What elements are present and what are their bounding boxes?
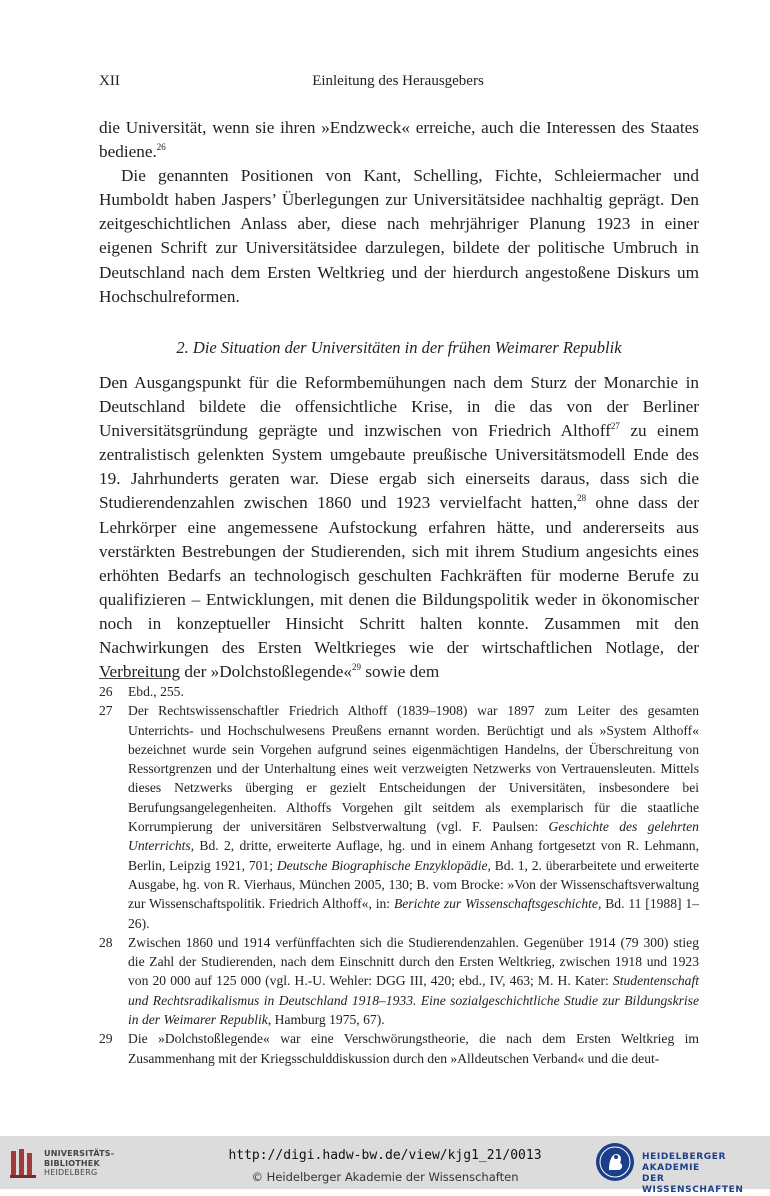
footnotes <box>99 682 699 1068</box>
paragraph-text: sowie dem <box>360 662 440 682</box>
paragraph-2: Die genannten Positionen von Kant, Schelling, Fichte, Schleiermacher und Humboldt haben Jaspers’ Überlegungen zur Universitätsidee nachhaltig geprägt. Den zeitgeschichtlichen Anlass aber, diese nach mehrjähriger Planung 1923 in einer eigenen Schrift zur Universitätsidee darzulegen, bildete der politische Umbruch in Deutschland nach dem Ersten Weltkrieg und der hierdurch angestoßene Diskurs um Hochschulreformen. <box>99 166 699 306</box>
footnote-28 <box>99 933 699 1029</box>
footnote-divider <box>99 678 169 679</box>
paragraph-3 <box>99 371 699 684</box>
footnote-number: 28 <box>99 934 113 950</box>
footnote-text: , Hamburg 1975, 67). <box>267 1012 385 1028</box>
running-title: Einleitung des Herausgebers <box>312 73 484 89</box>
library-logo-line: BIBLIOTHEK <box>44 1158 100 1168</box>
footnote-ref-27[interactable]: 27 <box>610 421 620 432</box>
footnote-ref-26[interactable]: 26 <box>156 142 166 153</box>
footnote-text: Ebd., 255. <box>128 684 184 699</box>
footnote-29 <box>99 1029 699 1068</box>
citation-title: Deutsche Biographische Enzyklopädie <box>276 857 488 873</box>
paragraph-1 <box>99 116 699 164</box>
permalink-url[interactable]: http://digi.hadw-bw.de/view/kjg1_21/0013 <box>228 1148 542 1163</box>
paragraph-text: zu einem zentralistisch gelenkten System umgebaute preußische Universitätsmodell Ende des 19. Jahrhunderts geraten war. Diese ergab sich einerseits daraus, dass sich die Studierendenzahlen zwischen 1860 und 1923 vervielfacht hatten, <box>99 421 700 513</box>
footnote-ref-29[interactable]: 29 <box>351 662 361 673</box>
section-heading: 2. Die Situation der Universitäten in der frühen Weimarer Republik <box>176 338 622 357</box>
footnote-number: 26 <box>99 684 113 699</box>
footnote-27 <box>99 701 699 933</box>
citation-title: Geschichte des gelehrten Unterrichts <box>128 819 699 854</box>
footnote-text: Die »Dolchstoßlegende« war eine Verschwörungstheorie, die nach dem Ersten Weltkrieg im Zusammenhang mit der Kriegsschulddiskussion durch den »Alldeutschen Verband« und die deut- <box>128 1031 699 1066</box>
footnote-text: Bd. 11 [1988] 1–26). <box>128 896 700 931</box>
copyright-notice: © Heidelberger Akademie der Wissenschaften <box>251 1170 519 1184</box>
footnote-text: , Bd. 1, 2. überarbeitete und erweiterte Ausgabe, hg. von R. Vierhaus, München 2005, 130; B. vom Brocke: »Von der Wissenschaftsverwaltung zur Wissenschaftspolitik. Friedrich Althoff«, in: <box>128 857 699 912</box>
footnote-text: , Bd. 2, dritte, erweiterte Auflage, hg. und in einem Anhang fortgesetzt von R. Lehmann, Berlin, Leipzig 1921, 701; <box>128 838 699 873</box>
academy-logo-line: DER WISSENSCHAFTEN <box>642 1174 744 1195</box>
intro-text <box>99 116 699 309</box>
academy-logo-line: HEIDELBERGER AKADEMIE <box>642 1152 726 1173</box>
library-logo-line: UNIVERSITÄTS- <box>44 1149 115 1158</box>
footnote-number: 29 <box>99 1031 113 1047</box>
library-logo-line: HEIDELBERG <box>44 1168 98 1177</box>
page-number: XII <box>99 73 120 89</box>
paragraph-text: die Universität, wenn sie ihren »Endzweck« erreiche, auch die Interessen des Staates bediene. <box>99 118 699 162</box>
footnote-ref-28[interactable]: 28 <box>577 493 587 504</box>
academy-logo[interactable] <box>595 1142 765 1195</box>
footnote-text: Zwischen 1860 und 1914 verfünffachten sich die Studierendenzahlen. Gegenüber 1914 (79 300) stieg die Zahl der Studierenden, nach dem Einschnitt durch den Ersten Weltkrieg, zwischen 1918 und 1923 von 20 000 auf 125 000 (vgl. H.-U. Wehler: DGG III, 420; ebd., IV, 463; M. H. Kater: <box>128 934 699 989</box>
viewer-footer <box>0 1136 770 1195</box>
footnote-text: Der Rechtswissenschaftler Friedrich Althoff (1839–1908) war 1897 zum Leiter des gesamten Unterrichts- und Hochschulwesens Preußens ernannt worden. Berüchtigt und als »System Althoff« bezeichnet wurde sein Vorgehen aufgrund seines eigenmächtigen Handelns, der Überschreitung von Ressortgrenzen und der Unterhaltung eines weit verzweigten Netzwerks von Vertrauensleuten. Mittels dieses Netzwerks überging er gezielt Entscheidungen der Universitäten, insbesondere bei Berufungsangelegenheiten. Althoffs Vorgehen gilt seitdem als exemplarisch für die staatliche Korrumpierung der universitären Selbstverwaltung (vgl. F. Paulsen: <box>128 703 699 835</box>
citation-title: Studentenschaft und Rechtsradikalismus in Deutschland 1918–1933. Eine sozialgeschichtliche Studie zur Bildungskrise in der Weimarer Republik <box>128 973 699 1028</box>
academy-seal-icon <box>595 1142 635 1182</box>
footnote-number: 27 <box>99 703 113 719</box>
citation-title: Berichte zur Wissenschaftsgeschichte, <box>393 896 602 912</box>
section-text <box>99 371 699 684</box>
footnote-26 <box>99 682 699 701</box>
academy-logo-text <box>642 1152 765 1196</box>
paragraph-text: ohne dass der Lehrkörper eine angemessene Aufstockung erfahren hätte, und andererseits aus verstärkten Bestrebungen der Studierenden, sich mit ihrem Studium angesichts eines erhöhten Bedarfs an technologisch geschulten Fachkräften für moderne Berufe zu qualifizieren – Entwicklungen, mit denen die Bildungspolitik weder in ökonomischer noch in konzeptueller Hinsicht Schritt halten konnte. Zusammen mit den Nachwirkungen des Ersten Weltkrieges wie der wirtschaftlichen Notlage, der Verbreitung der »Dolchstoßlegende« <box>99 493 699 682</box>
paragraph-text: Den Ausgangspunkt für die Reformbemühungen nach dem Sturz der Monarchie in Deutschland bildete die offensichtliche Krise, in die das von der Berliner Universitätsgründung geprägte und inzwischen von Friedrich Althoff <box>99 373 699 441</box>
